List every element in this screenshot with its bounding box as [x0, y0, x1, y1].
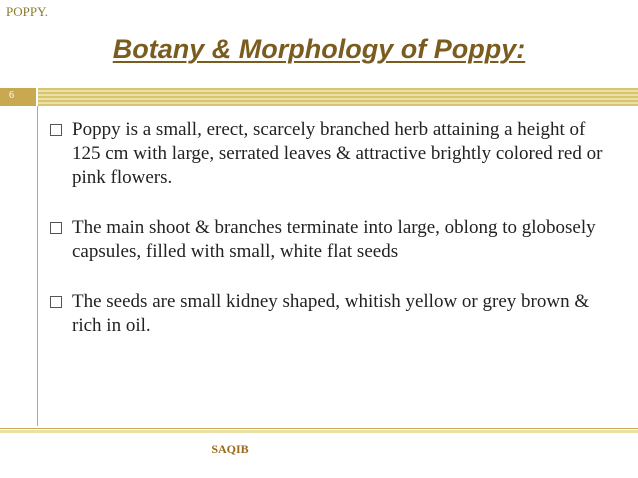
decorative-bottom-rule	[0, 428, 638, 429]
slide-title: Botany & Morphology of Poppy:	[112, 34, 526, 64]
bullet-text-3: The seeds are small kidney shaped, whitish yellow or grey brown & rich in oil.	[72, 291, 590, 336]
bullet-item-3	[46, 290, 616, 338]
slide-number-box	[0, 88, 36, 106]
bullet-list	[46, 118, 616, 364]
decorative-bottom-band	[0, 430, 638, 433]
bullet-item-1	[46, 118, 616, 190]
decorative-top-band	[38, 88, 638, 106]
slide-number: 6	[9, 90, 14, 101]
bullet-text-1: Poppy is a small, erect, scarcely branched herb attaining a height of 125 cm with large, serrated leaves & attractive brightly colored red or pink flowers.	[72, 119, 603, 188]
square-bullet-icon	[50, 124, 62, 136]
square-bullet-icon	[50, 296, 62, 308]
bullet-item-2	[46, 216, 616, 264]
square-bullet-icon	[50, 222, 62, 234]
decorative-left-rule	[37, 106, 38, 426]
bullet-text-2: The main shoot & branches terminate into large, oblong to globosely capsules, filled with small, white flat seeds	[72, 217, 596, 262]
footer-author: SAQIB	[211, 442, 249, 456]
header-note: POPPY.	[6, 4, 49, 19]
